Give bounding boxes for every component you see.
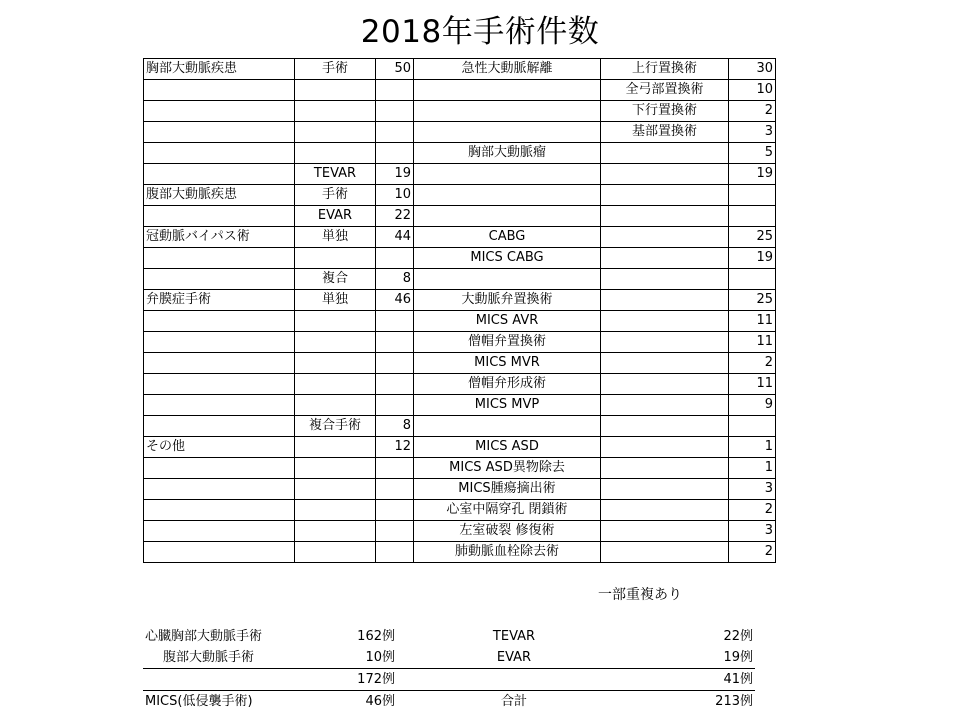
table-cell: 9 — [729, 395, 776, 416]
table-cell: MICS AVR — [414, 311, 601, 332]
table-cell — [144, 353, 295, 374]
table-cell — [601, 269, 729, 290]
table-row — [144, 206, 776, 227]
table-cell: 手術 — [295, 59, 376, 80]
summary-cell — [397, 669, 631, 691]
duplicate-note: 一部重複あり — [598, 587, 682, 603]
surgery-table — [143, 58, 776, 563]
table-cell: 基部置換術 — [601, 122, 729, 143]
table-cell — [414, 206, 601, 227]
table-cell — [376, 458, 414, 479]
summary-cell: 腹部大動脈手術 — [143, 647, 313, 669]
table-cell — [295, 143, 376, 164]
table-cell — [376, 248, 414, 269]
table-cell: 3 — [729, 521, 776, 542]
table-cell: 19 — [376, 164, 414, 185]
table-cell — [376, 311, 414, 332]
table-cell — [376, 101, 414, 122]
table-cell: 肺動脈血栓除去術 — [414, 542, 601, 563]
table-cell — [144, 206, 295, 227]
table-cell: 腹部大動脈疾患 — [144, 185, 295, 206]
table-cell — [414, 164, 601, 185]
table-cell — [729, 206, 776, 227]
summary-row — [143, 691, 755, 713]
table-cell — [601, 206, 729, 227]
table-row — [144, 542, 776, 563]
table-cell: 22 — [376, 206, 414, 227]
table-cell — [376, 542, 414, 563]
table-cell: 2 — [729, 101, 776, 122]
table-cell — [376, 521, 414, 542]
table-cell — [295, 458, 376, 479]
table-cell — [414, 101, 601, 122]
table-cell: 8 — [376, 416, 414, 437]
table-cell — [414, 80, 601, 101]
table-cell: 大動脈弁置換術 — [414, 290, 601, 311]
table-cell: 46 — [376, 290, 414, 311]
table-cell — [144, 80, 295, 101]
table-row — [144, 290, 776, 311]
table-cell — [295, 521, 376, 542]
table-cell — [601, 227, 729, 248]
summary-cell — [143, 669, 313, 691]
table-cell: 44 — [376, 227, 414, 248]
table-cell: MICS CABG — [414, 248, 601, 269]
table-cell — [295, 80, 376, 101]
table-cell — [601, 185, 729, 206]
table-cell — [601, 164, 729, 185]
summary-cell: MICS(低侵襲手術) — [145, 694, 253, 709]
table-cell — [144, 332, 295, 353]
summary-cell: 10例 — [313, 647, 397, 669]
table-cell — [144, 542, 295, 563]
table-cell: MICS腫瘍摘出術 — [414, 479, 601, 500]
table-cell: MICS ASD — [414, 437, 601, 458]
table-cell — [729, 416, 776, 437]
table-row — [144, 500, 776, 521]
table-cell: TEVAR — [295, 164, 376, 185]
table-cell: 複合 — [295, 269, 376, 290]
summary-cell: EVAR — [397, 647, 631, 669]
table-cell — [144, 269, 295, 290]
table-cell — [376, 122, 414, 143]
table-cell: 10 — [376, 185, 414, 206]
table-row — [144, 185, 776, 206]
table-cell — [601, 521, 729, 542]
table-cell: 全弓部置換術 — [601, 80, 729, 101]
table-cell: 1 — [729, 437, 776, 458]
table-cell — [144, 311, 295, 332]
table-cell: 30 — [729, 59, 776, 80]
table-cell — [601, 458, 729, 479]
table-cell — [414, 269, 601, 290]
table-cell: 左室破裂 修復術 — [414, 521, 601, 542]
table-cell — [376, 395, 414, 416]
table-row — [144, 80, 776, 101]
table-row — [144, 332, 776, 353]
table-cell — [295, 479, 376, 500]
table-cell: 弁膜症手術 — [144, 290, 295, 311]
summary-cell: 46例 — [365, 694, 395, 709]
summary-cell: 19例 — [631, 647, 755, 669]
summary-row — [143, 669, 755, 691]
table-cell — [729, 185, 776, 206]
table-cell — [376, 374, 414, 395]
table-cell — [295, 311, 376, 332]
table-cell: 胸部大動脈瘤 — [414, 143, 601, 164]
table-cell — [601, 332, 729, 353]
table-row — [144, 59, 776, 80]
table-cell — [295, 542, 376, 563]
table-cell — [144, 122, 295, 143]
table-row — [144, 437, 776, 458]
table-row — [144, 101, 776, 122]
table-cell — [295, 101, 376, 122]
summary-table — [143, 626, 755, 712]
table-cell: 19 — [729, 248, 776, 269]
summary-cell: TEVAR — [492, 629, 536, 644]
table-cell — [144, 395, 295, 416]
table-cell — [295, 374, 376, 395]
table-cell: 25 — [729, 227, 776, 248]
table-cell — [144, 479, 295, 500]
table-row — [144, 521, 776, 542]
table-cell: 2 — [729, 353, 776, 374]
table-cell: 単独 — [295, 290, 376, 311]
table-cell — [144, 143, 295, 164]
table-cell: 12 — [376, 437, 414, 458]
table-cell: 心室中隔穿孔 閉鎖術 — [414, 500, 601, 521]
summary-row — [143, 647, 755, 669]
table-cell — [414, 416, 601, 437]
table-cell — [601, 353, 729, 374]
table-cell — [144, 374, 295, 395]
table-cell — [144, 164, 295, 185]
summary-row — [143, 626, 755, 647]
table-cell: 下行置換術 — [601, 101, 729, 122]
table-cell: 複合手術 — [295, 416, 376, 437]
summary-cell: 41例 — [631, 669, 755, 691]
summary-cell: 213例 — [715, 694, 753, 709]
table-cell — [376, 500, 414, 521]
table-cell: 急性大動脈解離 — [414, 59, 601, 80]
table-cell: MICS MVR — [414, 353, 601, 374]
table-cell: 僧帽弁形成術 — [414, 374, 601, 395]
table-cell: その他 — [144, 437, 295, 458]
table-cell — [295, 353, 376, 374]
table-row — [144, 311, 776, 332]
table-cell: EVAR — [295, 206, 376, 227]
table-cell: 単独 — [295, 227, 376, 248]
table-cell — [376, 353, 414, 374]
table-cell — [144, 500, 295, 521]
table-cell — [144, 521, 295, 542]
table-cell — [414, 122, 601, 143]
table-cell: 僧帽弁置換術 — [414, 332, 601, 353]
table-cell — [144, 458, 295, 479]
table-cell — [376, 80, 414, 101]
table-row — [144, 269, 776, 290]
table-cell — [295, 122, 376, 143]
table-row — [144, 248, 776, 269]
table-row — [144, 458, 776, 479]
table-row — [144, 374, 776, 395]
table-cell: MICS MVP — [414, 395, 601, 416]
table-cell — [601, 395, 729, 416]
table-cell: 3 — [729, 479, 776, 500]
table-row — [144, 227, 776, 248]
table-cell: 19 — [729, 164, 776, 185]
table-cell — [729, 269, 776, 290]
table-cell: 8 — [376, 269, 414, 290]
table-cell — [295, 395, 376, 416]
table-cell — [144, 416, 295, 437]
table-cell — [601, 479, 729, 500]
table-cell — [414, 185, 601, 206]
summary-cell: 心臓胸部大動脈手術 — [145, 629, 263, 644]
table-cell — [144, 248, 295, 269]
table-cell — [295, 332, 376, 353]
table-cell — [601, 542, 729, 563]
table-cell: 手術 — [295, 185, 376, 206]
table-cell — [295, 437, 376, 458]
table-cell — [295, 500, 376, 521]
table-row — [144, 416, 776, 437]
table-cell — [376, 332, 414, 353]
table-cell — [376, 143, 414, 164]
table-cell: 2 — [729, 542, 776, 563]
summary-cell: 合計 — [500, 694, 527, 709]
summary-cell: 172例 — [313, 669, 397, 691]
summary-cell: 22例 — [723, 629, 753, 644]
table-cell: MICS ASD異物除去 — [414, 458, 601, 479]
table-cell — [376, 479, 414, 500]
table-cell — [601, 437, 729, 458]
table-cell — [601, 416, 729, 437]
table-row — [144, 143, 776, 164]
table-cell — [601, 500, 729, 521]
table-cell — [144, 101, 295, 122]
table-cell: 11 — [729, 374, 776, 395]
table-row — [144, 353, 776, 374]
table-row — [144, 395, 776, 416]
table-cell: 3 — [729, 122, 776, 143]
table-cell: 2 — [729, 500, 776, 521]
table-cell: 上行置換術 — [601, 59, 729, 80]
table-cell: 10 — [729, 80, 776, 101]
page-title: 2018年手術件数 — [360, 14, 600, 50]
table-cell — [601, 290, 729, 311]
table-cell: 25 — [729, 290, 776, 311]
table-row — [144, 479, 776, 500]
table-cell — [601, 311, 729, 332]
table-row — [144, 164, 776, 185]
table-cell — [601, 374, 729, 395]
table-cell: 冠動脈バイパス術 — [144, 227, 295, 248]
table-row — [144, 122, 776, 143]
table-cell — [295, 248, 376, 269]
table-cell: 5 — [729, 143, 776, 164]
table-cell: 11 — [729, 311, 776, 332]
table-cell: 50 — [376, 59, 414, 80]
summary-cell: 162例 — [357, 629, 395, 644]
table-cell: 胸部大動脈疾患 — [144, 59, 295, 80]
table-cell — [601, 143, 729, 164]
table-cell — [601, 248, 729, 269]
table-cell: 11 — [729, 332, 776, 353]
table-cell: CABG — [414, 227, 601, 248]
table-cell: 1 — [729, 458, 776, 479]
